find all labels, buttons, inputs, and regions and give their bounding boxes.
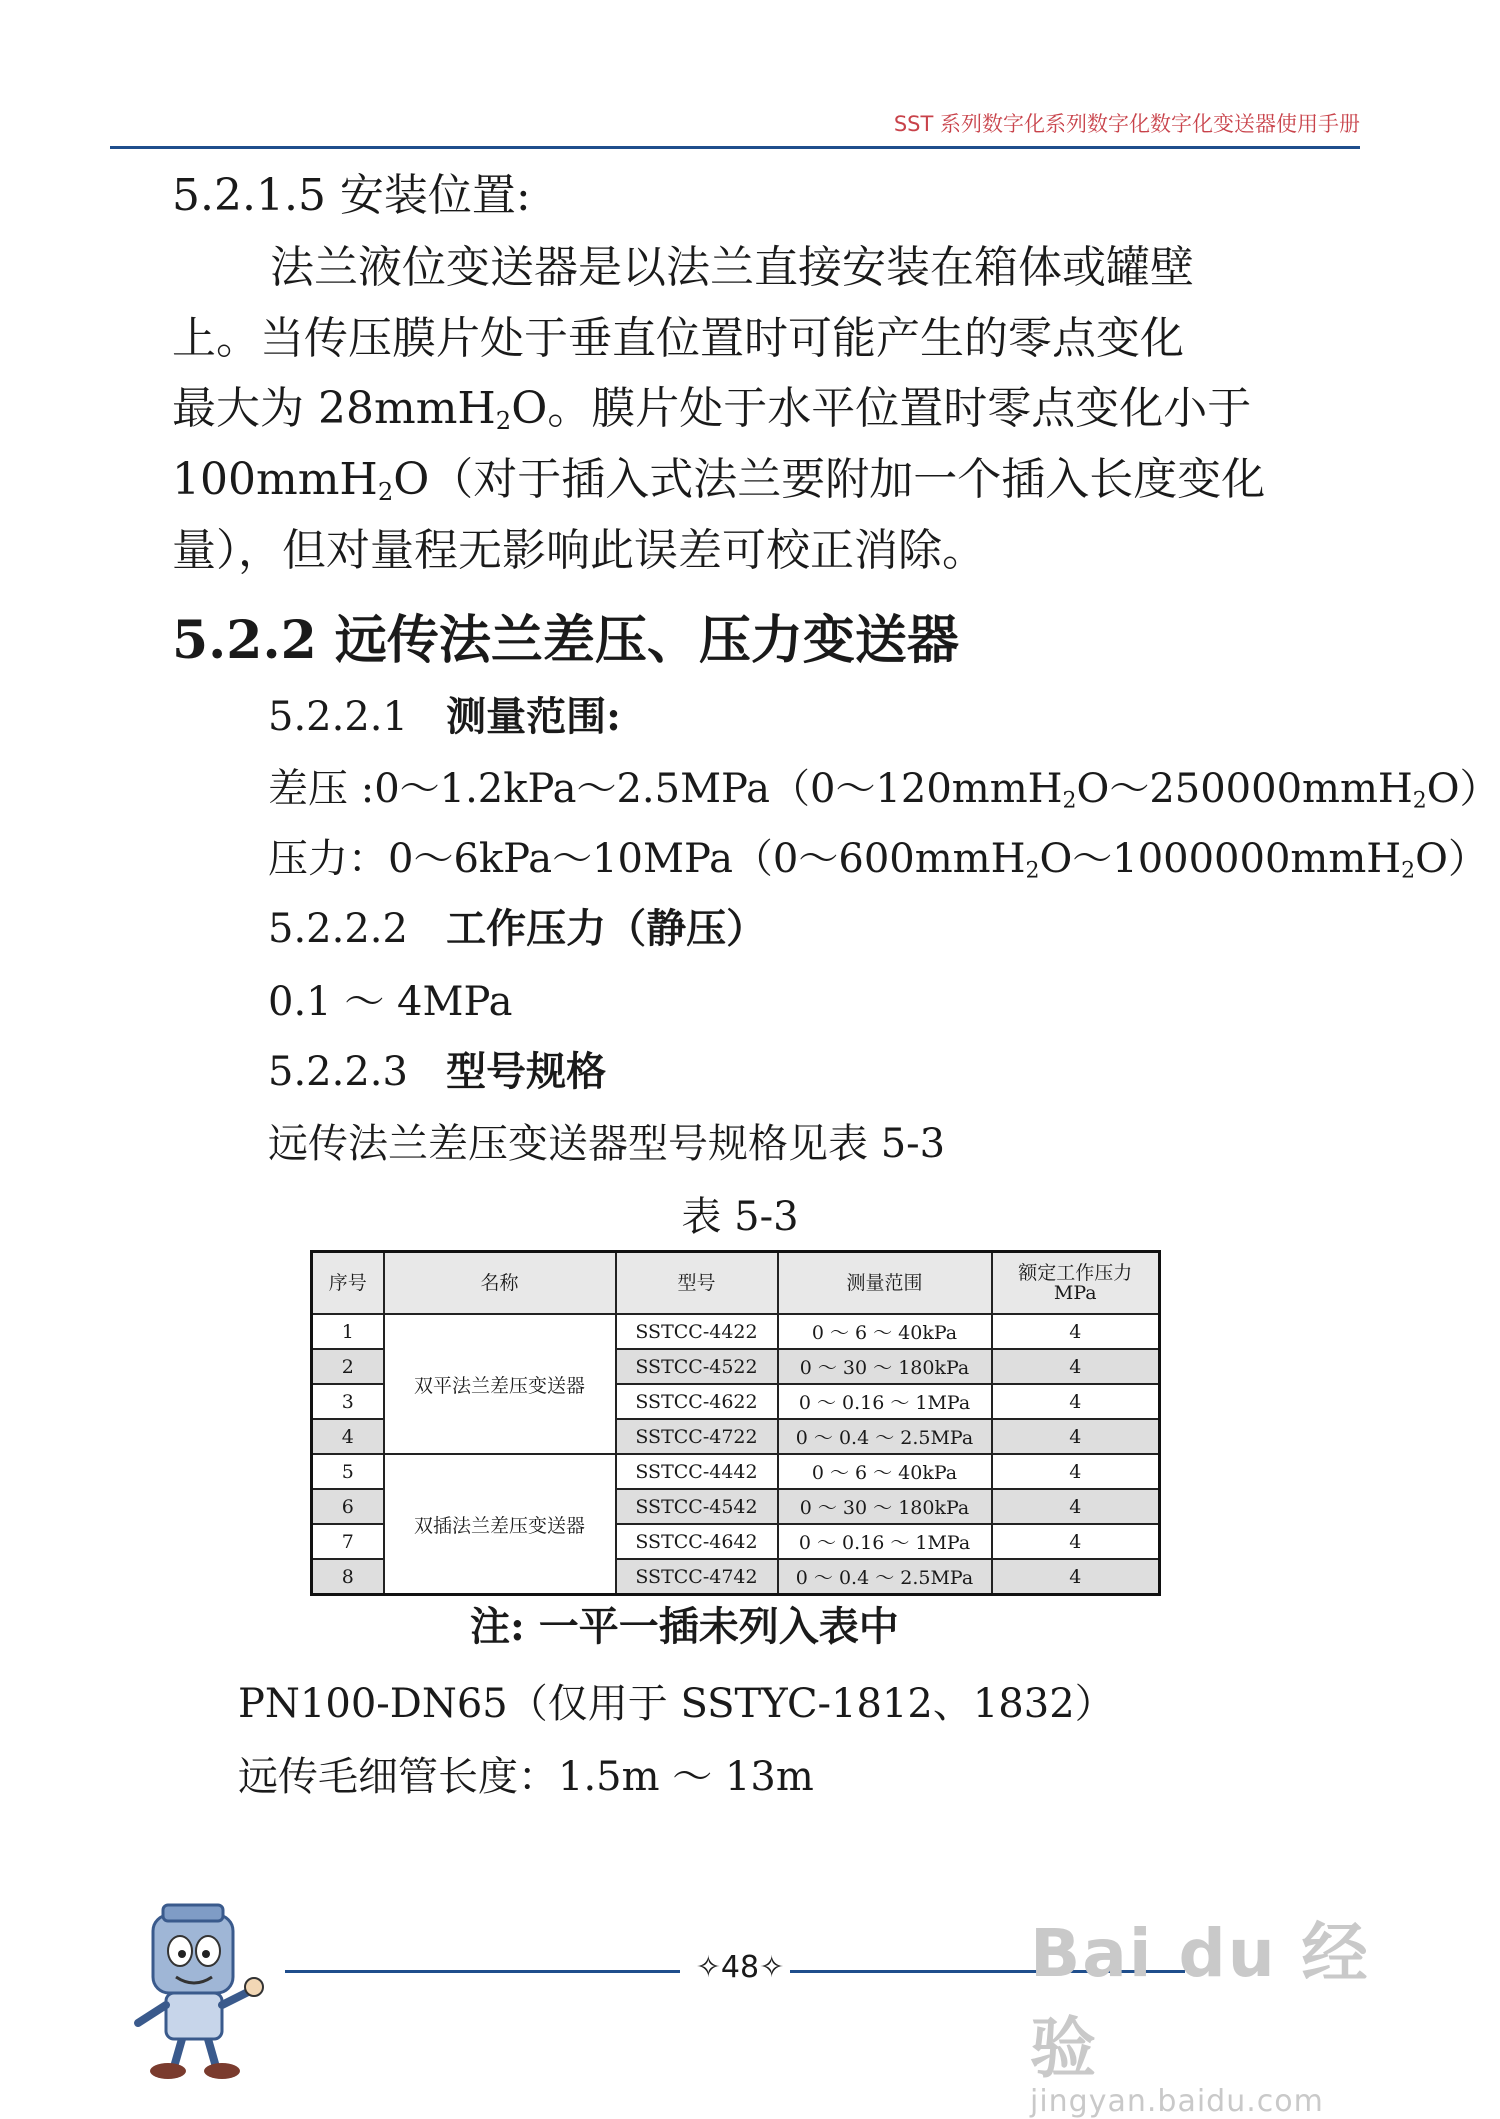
- capillary-length: 远传毛细管长度：1.5m ～ 13m: [238, 1754, 814, 1800]
- group-name-insert: 双插法兰差压变送器: [384, 1454, 616, 1595]
- table-row: 2 SSTCC-4522 0 ～ 30 ～ 180kPa 4: [312, 1349, 1160, 1384]
- paragraph-line-5: 量），但对量程无影响此误差可校正消除。: [172, 525, 986, 576]
- header-range: 测量范围: [778, 1252, 992, 1315]
- table-note: 注: 一平一插未列入表中: [470, 1603, 899, 1650]
- table-row: 5 双插法兰差压变送器 SSTCC-4442 0 ～ 6 ～ 40kPa 4: [312, 1454, 1160, 1489]
- pressure-range: 压力：0～6kPa～10MPa（0～600mmH$_2$O～1000000mmH$_2$O）: [268, 836, 1488, 884]
- mascot-illustration: [118, 1905, 268, 2080]
- header-pressure: 额定工作压力 MPa: [992, 1252, 1160, 1315]
- group-name-flat: 双平法兰差压变送器: [384, 1314, 616, 1454]
- header-name: 名称: [384, 1252, 616, 1315]
- differential-pressure-range: 差压 :0～1.2kPa～2.5MPa（0～120mmH$_2$O～250000mmH$_2$O）: [268, 766, 1500, 814]
- table-row: 4 SSTCC-4722 0 ～ 0.4 ～ 2.5MPa 4: [312, 1419, 1160, 1454]
- paragraph-line-3: 最大为 28mmH$_2$O。膜片处于水平位置时零点变化小于: [172, 383, 1252, 436]
- subsection-5-2-2-3-heading: 5.2.2.3 型号规格: [268, 1048, 607, 1095]
- paragraph-line-2: 上。当传压膜片处于垂直位置时可能产生的零点变化: [172, 313, 1184, 364]
- table-caption: 表 5-3: [681, 1194, 799, 1240]
- footer-rule-left: [285, 1970, 680, 1973]
- table-row: 3 SSTCC-4622 0 ～ 0.16 ～ 1MPa 4: [312, 1384, 1160, 1419]
- baidu-watermark: [1030, 1900, 1390, 2119]
- page-number: ✧48✧: [695, 1950, 785, 1985]
- spec-table: [310, 1250, 1161, 1596]
- running-header: SST 系列数字化系列数字化数字化变送器使用手册: [893, 112, 1360, 136]
- subsection-5-2-2-2-heading: 5.2.2.2 工作压力（静压）: [268, 905, 767, 952]
- paragraph-line-4: 100mmH$_2$O（对于插入式法兰要附加一个插入长度变化: [172, 454, 1266, 507]
- paragraph-line-1: 法兰液位变送器是以法兰直接安装在箱体或罐壁: [270, 242, 1194, 293]
- subsection-5-2-2-1-heading: 5.2.2.1 测量范围:: [268, 693, 621, 740]
- table-header-row: [312, 1252, 1160, 1315]
- flange-spec: PN100-DN65（仅用于 SSTYC-1812、1832）: [238, 1681, 1115, 1727]
- table-row: 7 SSTCC-4642 0 ～ 0.16 ～ 1MPa 4: [312, 1524, 1160, 1559]
- section-5-2-2-heading: 5.2.2 远传法兰差压、压力变送器: [172, 610, 959, 671]
- header-no: 序号: [312, 1252, 384, 1315]
- table-row: 8 SSTCC-4742 0 ～ 0.4 ～ 2.5MPa 4: [312, 1559, 1160, 1595]
- watermark-logo-text: Bai du 经验: [1030, 1915, 1370, 2087]
- table-row: 1 双平法兰差压变送器 SSTCC-4422 0 ～ 6 ～ 40kPa 4: [312, 1314, 1160, 1349]
- watermark-url: jingyan.baidu.com: [1030, 2084, 1324, 2119]
- working-pressure-value: 0.1 ～ 4MPa: [268, 979, 513, 1025]
- header-model: 型号: [616, 1252, 778, 1315]
- section-5-2-1-5-heading: 5.2.1.5 安装位置:: [172, 170, 531, 221]
- table-row: 6 SSTCC-4542 0 ～ 30 ～ 180kPa 4: [312, 1489, 1160, 1524]
- spec-reference: 远传法兰差压变送器型号规格见表 5-3: [268, 1121, 946, 1167]
- header-rule: [110, 146, 1360, 149]
